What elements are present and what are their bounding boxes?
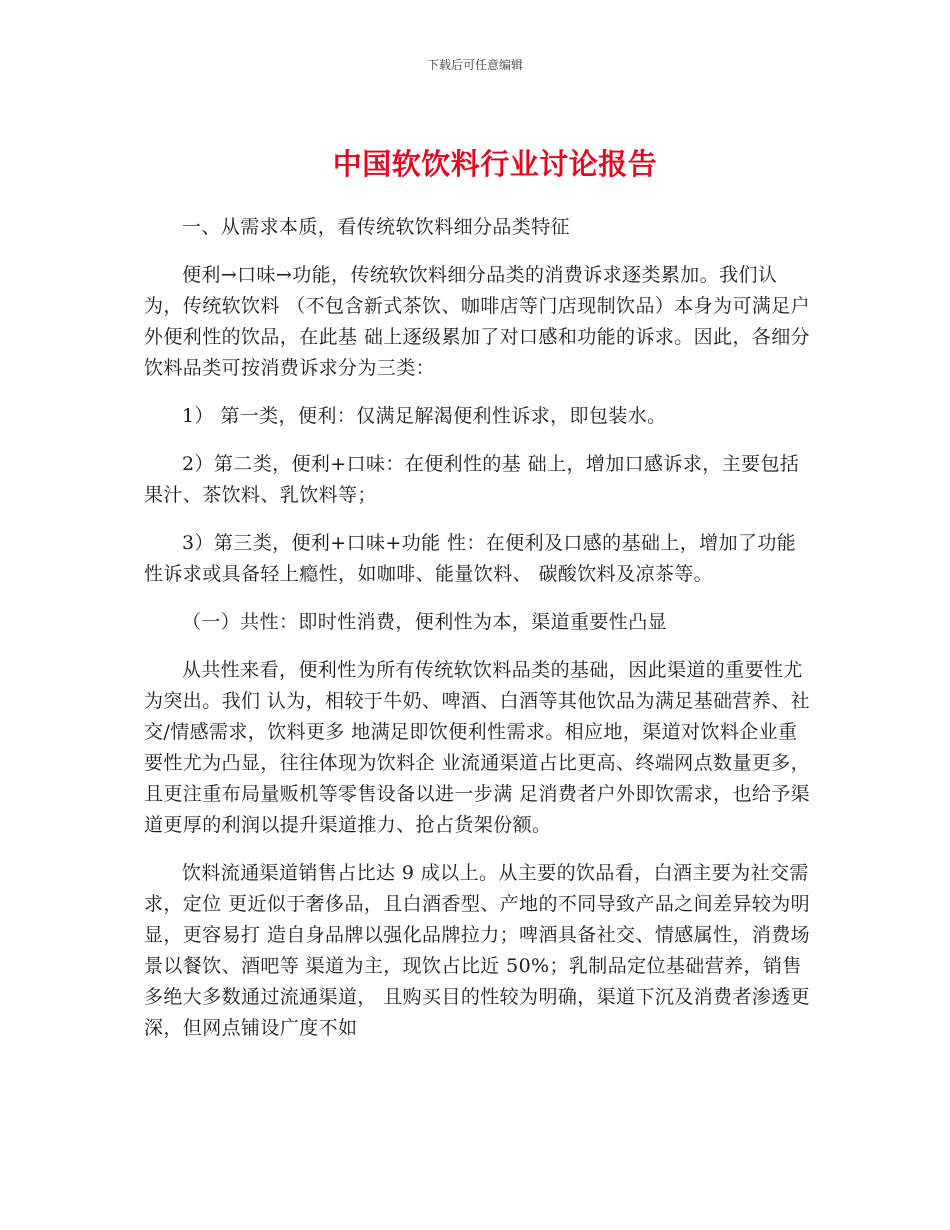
- list-item: 1） 第一类，便利：仅满足解渴便利性诉求，即包装水。: [182, 405, 667, 427]
- paragraph: 饮料流通渠道销售占比达 9 成以上。从主要的饮品看，白酒主要为社交需求，定位 更近似于奢侈品，且白酒香型、产地的不同导致产品之间差异较为明显，更容易打 造自身品牌以强化品牌拉力；啤酒具备社交、情感属性，消费场景以餐饮、酒吧等 渠道为主，现饮占比近 50%；乳制品定位基础营养，销售多绝大多数通过流通渠道， 且购买目的性较为明确，渠道下沉及消费者渗透更深，但网点铺设广度不如: [144, 862, 811, 1039]
- paragraph: 便利→口味→功能，传统软饮料细分品类的消费诉求逐类累加。我们认为，传统软饮料 （不包含新式茶饮、咖啡店等门店现制饮品）本身为可满足户外便利性的饮品，在此基 础上逐级累加了对口感和功能的诉求。因此，各细分饮料品类可按消费诉求分为三类：: [144, 264, 811, 379]
- paragraph: 从共性来看，便利性为所有传统软饮料品类的基础，因此渠道的重要性尤为突出。我们 认为，相较于牛奶、啤酒、白酒等其他饮品为满足基础营养、社交/情感需求，饮料更多 地满足即饮便利性需求。相应地，渠道对饮料企业重要性尤为凸显，往往体现为饮料企 业流通渠道占比更高、终端网点数量更多，且更注重布局量贩机等零售设备以进一步满 足消费者户外即饮需求，也给予渠道更厚的利润以提升渠道推力、抢占货架份额。: [144, 659, 811, 836]
- download-note: 下载后可任意编辑: [426, 58, 523, 72]
- document-body: [144, 212, 812, 1061]
- section-heading: 一、从需求本质，看传统软饮料细分品类特征: [182, 216, 571, 238]
- list-item: 2）第二类，便利+口味：在便利性的基 础上，增加口感诉求，主要包括果汁、茶饮料、乳饮料等；: [144, 453, 800, 506]
- subsection-heading: （一）共性：即时性消费，便利性为本，渠道重要性凸显: [182, 611, 668, 633]
- page-title: 中国软饮料行业讨论报告: [332, 147, 658, 181]
- list-item: 3）第三类，便利+口味+功能 性：在便利及口感的基础上，增加了功能性诉求或具备轻上瘾性，如咖啡、能量饮料、 碳酸饮料及凉茶等。: [144, 532, 797, 585]
